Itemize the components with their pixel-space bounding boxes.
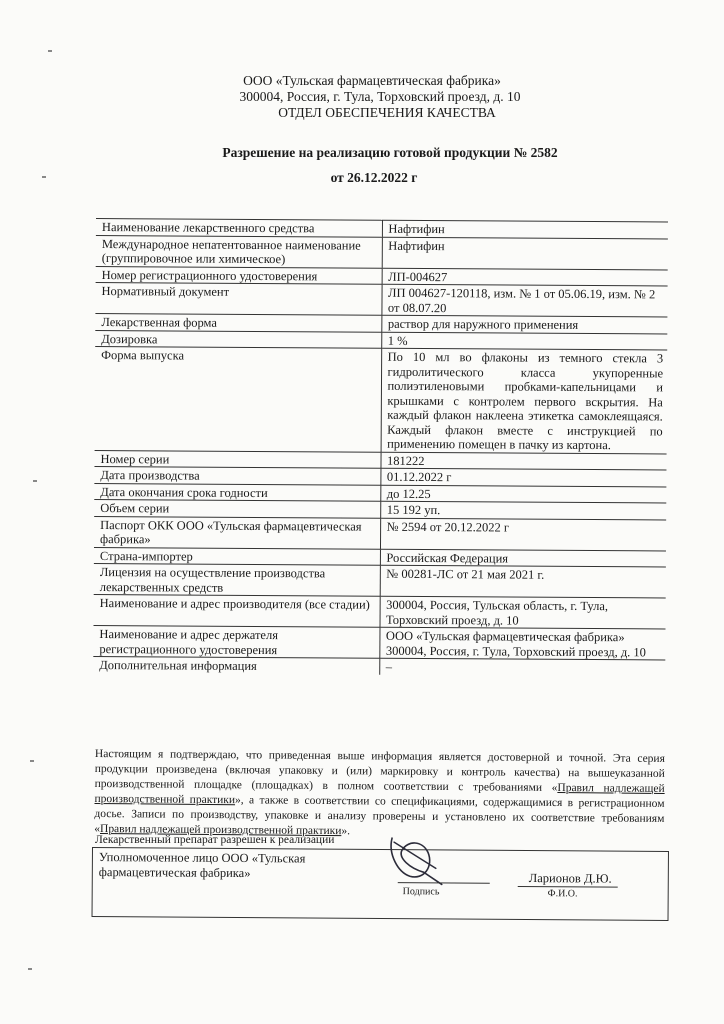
row-value: 300004, Россия, Тульская область, г. Тула, Торховский проезд, д. 10 [380, 596, 666, 629]
name-caption: Ф.И.О. [547, 888, 578, 900]
row-value: По 10 мл во флаконы из темного стекла 3 гидролитического класса укупоренные полиэтиленовыми пробками-капельницами и крышками с контролем первого вскрытия. На каждый флакон наклеена этикетка самоклеящаяся. Каждый флакон вместе с инструкцией по применению помещен в пачку из картона. [381, 348, 668, 453]
handwritten-signature-icon [380, 828, 450, 890]
document-title: Разрешение на реализацию готовой продукции № 2582 [222, 145, 558, 160]
company-address: 300004, Россия, г. Тула, Торховский проезд, д. 10 [239, 89, 521, 104]
authorized-person: Уполномоченное лицо ООО «Тульская фармацевтическая фабрика» [98, 850, 306, 881]
row-value: ЛП-004627 [382, 268, 668, 286]
gmp-reference: Правил надлежащей производственной практики [94, 782, 665, 807]
company-name: ООО «Тульская фармацевтическая фабрика» [243, 73, 501, 88]
row-label: Дата окончания срока годности [94, 483, 380, 501]
row-label: Дата производства [94, 466, 380, 484]
row-label: Наименование лекарственного средства [96, 218, 382, 236]
row-label: Лицензия на осуществление производства лекарственных средств [94, 563, 380, 596]
table-row [96, 235, 668, 269]
signature-caption: Подпись [402, 886, 440, 898]
row-label: Наименование и адрес держателя регистрационного удостоверения [93, 625, 379, 658]
scan-mark [33, 480, 37, 482]
row-label: Нормативный документ [95, 282, 381, 315]
row-label: Дополнительная информация [93, 656, 379, 674]
confirmation-text-2: », а также в соответствии со спецификациями, содержащимися в регистрационном досье. Записи по производству, упаковке и анализу проверены и установлено их соответствие требованиям « [94, 794, 665, 836]
row-value: Российская Федерация [380, 549, 666, 567]
gmp-reference: Правил надлежащей производственной практики [99, 823, 342, 838]
row-value: № 00281-ЛС от 21 мая 2021 г. [380, 565, 666, 598]
table-row [94, 594, 666, 628]
row-label: Международное непатентованное наименование (группировочное или химическое) [96, 235, 382, 268]
table-row [95, 346, 668, 453]
row-value: раствор для наружного применения [381, 315, 667, 333]
table-row [94, 563, 666, 597]
row-label: Лекарственная форма [95, 313, 381, 331]
document-date: от 26.12.2022 г [330, 170, 418, 185]
signature-block [92, 847, 669, 921]
row-value: ЛП 004627-120118, изм. № 1 от 05.06.19, изм. № 2 от 08.07.20 [381, 284, 667, 317]
scan-mark [48, 50, 52, 52]
row-value: 01.12.2022 г [380, 468, 666, 486]
scan-mark [28, 968, 32, 970]
row-label: Номер серии [94, 450, 380, 468]
row-value: – [379, 658, 665, 676]
row-label: Страна-импортер [94, 547, 380, 565]
signer-name: Ларионов Д.Ю. [528, 871, 612, 886]
confirmation-text-1: Настоящим я подтверждаю, что приведенная выше информация является достоверной и точной. Эта серия продукции произведена (включая упаковку и (или) маркировку и контроль качества) на вышеуказанной производственной площадке (площадках) в полном соответствии с требованиями « [94, 747, 665, 795]
row-value: № 2594 от 20.12.2022 г [380, 518, 666, 551]
table-row [93, 656, 665, 675]
table-row [93, 625, 665, 659]
scan-mark [42, 176, 46, 178]
confirmation-text-3: ». [341, 825, 351, 838]
row-value: 181222 [380, 452, 666, 470]
row-value: 15 192 уп. [380, 501, 666, 519]
row-label: Номер регистрационного удостоверения [96, 266, 382, 284]
scan-mark [30, 760, 34, 762]
table-row [94, 516, 666, 550]
approval-statement: Лекарственный препарат разрешен к реализации [95, 834, 335, 846]
row-value: Нафтифин [382, 237, 668, 270]
row-value: до 12.25 [380, 485, 666, 503]
row-label: Паспорт ОКК ООО «Тульская фармацевтическая фабрика» [94, 516, 380, 549]
row-value: Нафтифин [382, 220, 668, 238]
department-name: ОТДЕЛ ОБЕСПЕЧЕНИЯ КАЧЕСТВА [278, 105, 496, 120]
row-label: Дозировка [95, 330, 381, 348]
row-label: Наименование и адрес производителя (все стадии) [94, 594, 380, 627]
row-label: Форма выпуска [95, 346, 382, 451]
row-value: ООО «Тульская фармацевтическая фабрика» 300004, Россия, г. Тула, Торховский проезд, д. 10 [379, 627, 665, 660]
row-value: 1 % [381, 332, 667, 350]
table-row [95, 282, 667, 316]
product-info-table [93, 218, 668, 676]
row-label: Объем серии [94, 499, 380, 517]
